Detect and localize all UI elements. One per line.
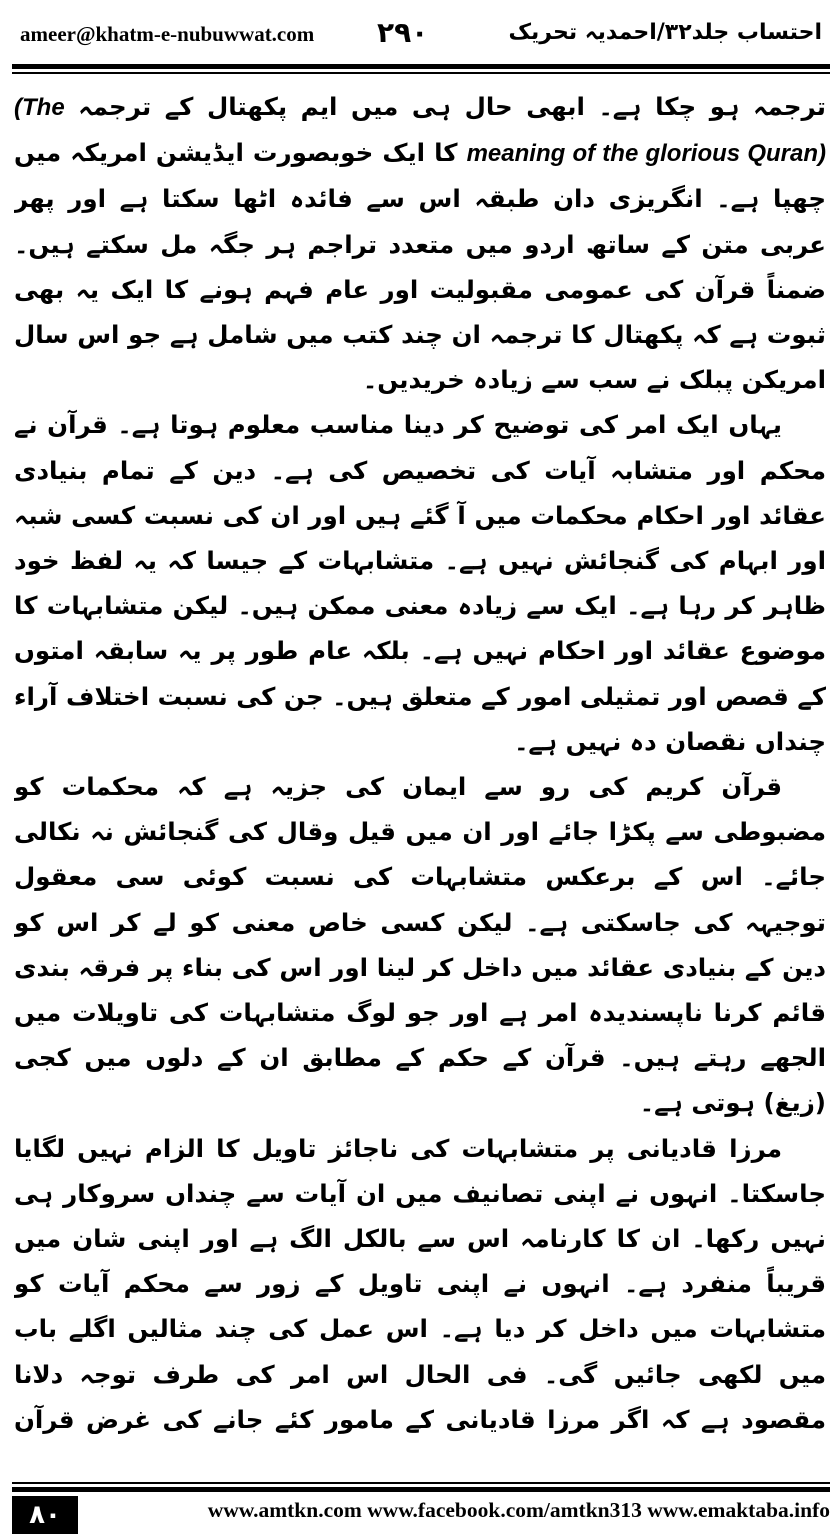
footer-rule-thin bbox=[12, 1482, 830, 1484]
footer-page-number: ۸۰ bbox=[12, 1496, 78, 1534]
header-email[interactable]: ameer@khatm-e-nubuwwat.com bbox=[20, 22, 315, 46]
paragraph-3: قرآن کریم کی رو سے ایمان کی جزیہ ہے کہ محکمات کو مضبوطی سے پکڑا جائے اور ان میں قیل وقال کی گنجائش نہ نکالی جائے۔ اس کے برعکس متشابہات کی نسبت کوئی سی معقول توجیہہ کی جاسکتی ہے۔ لیکن کسی خاص معنی کو لے کر اس کو دین کے بنیادی عقائد میں داخل کر لینا اور اس کی بناء پر فرقہ بندی قائم کرنا ناپسندیدہ امر ہے اور جو لوگ متشابہات کی تاویلات میں الجھے رہتے ہیں۔ قرآن کے حکم کے مطابق ان کے دلوں میں کجی (زیغ) ہوتی ہے۔ bbox=[14, 772, 826, 1118]
footer-links[interactable]: www.amtkn.com www.facebook.com/amtkn313 www.emaktaba.info bbox=[207, 1498, 830, 1522]
paragraph-1-before: ترجمہ ہو چکا ہے۔ ابھی حال ہی میں ایم پکھتال کے ترجمہ bbox=[64, 92, 826, 121]
header-page-number: ۲۹۰ bbox=[377, 16, 429, 49]
page-footer bbox=[12, 1482, 830, 1534]
header-book-title: احتساب جلد۳۲/احمدیہ تحریک bbox=[508, 20, 822, 45]
paragraph-2: یہاں ایک امر کی توضیح کر دینا مناسب معلوم ہوتا ہے۔ قرآن نے محکم اور متشابہ آیات کی تخصیص کی ہے۔ دین کے تمام بنیادی عقائد اور احکام محکمات میں آ گئے ہیں اور ان کی نسبت کسی شبہ اور ابہام کی گنجائش نہیں ہے۔ متشابہات کے جیسا کہ یہ لفظ خود ظاہر کر رہا ہے۔ ایک سے زیادہ معنی ممکن ہیں۔ لیکن متشابہات کا موضوع عقائد اور احکام نہیں ہے۔ بلکہ عام طور پر یہ سابقہ امتوں کے قصص اور تمثیلی امور کے متعلق ہیں۔ جن کی نسبت اختلاف آراء چنداں نقصان دہ نہیں ہے۔ bbox=[14, 410, 826, 756]
paragraph-1-after: کا ایک خوبصورت ایڈیشن امریکہ میں چھپا ہے۔ انگریزی دان طبقہ اس سے فائدہ اٹھا سکتا ہے اور پھر عربی متن کے ساتھ اردو میں متعدد تراجم ہر جگہ مل سکتے ہیں۔ ضمناً قرآن کی عمومی مقبولیت اور عام فہم ہونے کا ایک یہ بھی ثبوت ہے کہ پکھتال کا ترجمہ ان چند کتب میں شامل ہے جو اس سال امریکن پبلک نے سب سے زیادہ خریدیں۔ bbox=[14, 138, 826, 395]
header-rule-thick bbox=[12, 64, 830, 69]
footer-rule-thick bbox=[12, 1487, 830, 1492]
body-text bbox=[14, 84, 826, 1444]
header-rule-thin bbox=[12, 72, 830, 74]
paragraph-4: مرزا قادیانی پر متشابہات کی ناجائز تاویل کا الزام نہیں لگایا جاسکتا۔ انہوں نے اپنی تصانیف میں ان آیات سے چنداں سروکار ہی نہیں رکھا۔ ان کا کارنامہ اس سے بالکل الگ ہے اور اپنی شان میں قریباً منفرد ہے۔ انہوں نے اپنی تاویل کے زور سے محکم آیات کو متشابہات میں داخل کر دیا ہے۔ اس عمل کی چند مثالیں اگلے باب میں لکھی جائیں گی۔ فی الحال اس امر کی طرف توجہ دلانا مقصود ہے کہ اگر مرزا قادیانی کے مامور کئے جانے کی غرض قرآن bbox=[14, 1133, 826, 1434]
page-header bbox=[12, 12, 830, 60]
english-book-title: (The meaning of the glorious Quran) bbox=[14, 94, 826, 168]
paragraph-1 bbox=[14, 84, 826, 402]
